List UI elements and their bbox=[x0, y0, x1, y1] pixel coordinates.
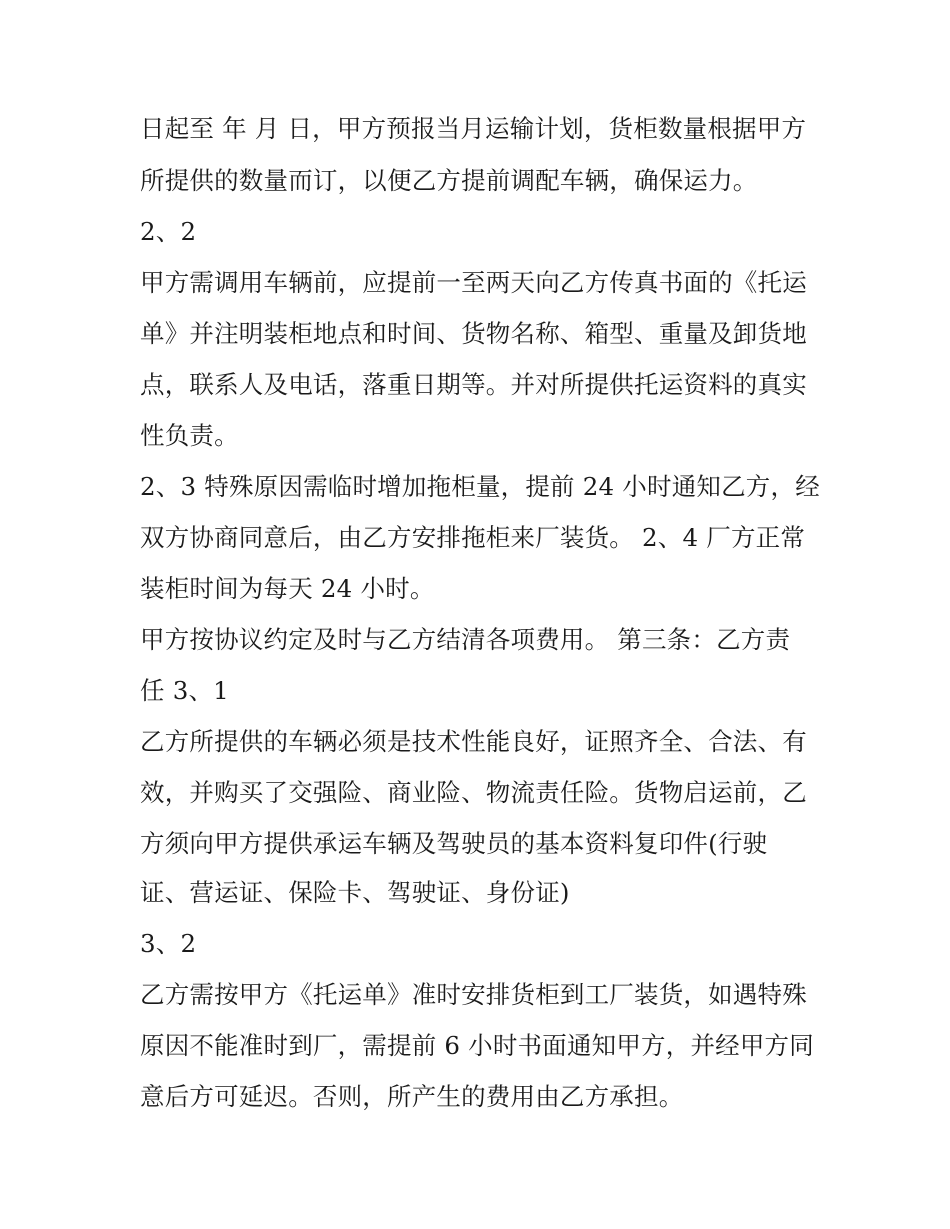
text-line: 2、2 bbox=[140, 217, 197, 246]
text-line: 乙方所提供的车辆必须是技术性能良好，证照齐全、合法、有 bbox=[140, 727, 807, 756]
text-line: 原因不能准时到厂，需提前 6 小时书面通知甲方，并经甲方同 bbox=[140, 1031, 814, 1060]
text-line: 任 3、1 bbox=[140, 676, 229, 705]
text-line: 双方协商同意后，由乙方安排拖柜来厂装货。 2、4 厂方正常 bbox=[140, 523, 806, 552]
text-line: 甲方按协议约定及时与乙方结清各项费用。 第三条：乙方责 bbox=[140, 625, 791, 654]
text-line: 所提供的数量而订，以便乙方提前调配车辆，确保运力。 bbox=[140, 166, 758, 195]
text-line: 性负责。 bbox=[140, 421, 239, 450]
text-line: 装柜时间为每天 24 小时。 bbox=[140, 574, 435, 603]
text-line: 方须向甲方提供承运车辆及驾驶员的基本资料复印件(行驶 bbox=[140, 829, 768, 858]
text-line: 点，联系人及电话，落重日期等。并对所提供托运资料的真实 bbox=[140, 370, 807, 399]
text-line: 意后方可延迟。否则，所产生的费用由乙方承担。 bbox=[140, 1082, 684, 1111]
text-line: 2、3 特殊原因需临时增加拖柜量，提前 24 小时通知乙方，经 bbox=[140, 472, 820, 501]
text-line: 单》并注明装柜地点和时间、货物名称、箱型、重量及卸货地 bbox=[140, 319, 807, 348]
text-line: 甲方需调用车辆前，应提前一至两天向乙方传真书面的《托运 bbox=[140, 268, 807, 297]
text-line: 3、2 bbox=[140, 929, 197, 958]
text-line: 效，并购买了交强险、商业险、物流责任险。货物启运前，乙 bbox=[140, 778, 807, 807]
text-line: 日起至 年 月 日，甲方预报当月运输计划，货柜数量根据甲方 bbox=[140, 114, 807, 143]
text-line: 乙方需按甲方《托运单》准时安排货柜到工厂装货，如遇特殊 bbox=[140, 980, 807, 1009]
text-line: 证、营运证、保险卡、驾驶证、身份证) bbox=[140, 878, 570, 907]
